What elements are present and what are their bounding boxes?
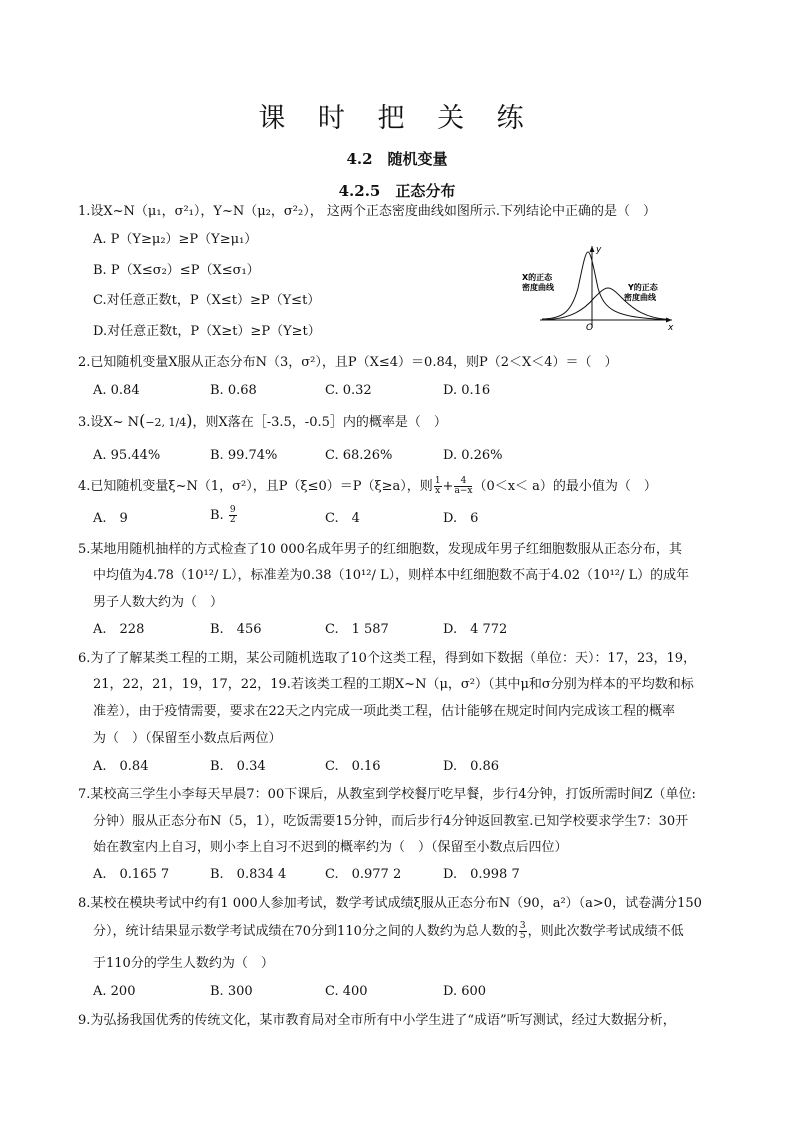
q3-stem-pre: 3.设X~ N [78, 415, 140, 430]
origin-label: O [586, 323, 594, 332]
q6-option-a: A. 0.84 [93, 759, 149, 774]
q4-b-numerator: 9 [229, 505, 236, 515]
x-curve-label-line2: 密度曲线 [522, 283, 554, 292]
q6-option-b: B. 0.34 [210, 759, 266, 774]
q4-stem-post: （0＜x＜ a）的最小值为（ ） [473, 479, 657, 494]
q5-option-a: A. 228 [93, 622, 145, 637]
q4-option-d: D. 6 [443, 511, 479, 526]
q7-line-3: 始在教室内上自习，则小李上自习不迟到的概率约为（ ）（保留至小数点后四位） [93, 840, 568, 855]
q3-stem-post: ，则X落在［-3.5，-0.5］内的概率是（ ） [192, 415, 447, 430]
q6-line-4: 为（ ）（保留至小数点后两位） [93, 731, 282, 746]
q4-option-b [210, 506, 238, 525]
subsection-heading: 4.2.5 正态分布 [338, 182, 456, 200]
q6-line-1: 6.为了了解某类工程的工期，某公司随机选取了10个这类工程，得到如下数据（单位：天）：17，23，19， [78, 651, 697, 666]
q5-option-d: D. 4 772 [443, 622, 508, 637]
q2-option-b: B. 0.68 [210, 383, 257, 398]
q8-line-2-post: ，则此次数学考试成绩不低 [527, 924, 684, 939]
q7-option-b: B. 0.834 4 [210, 867, 287, 882]
q5-line-1: 5.某地用随机抽样的方式检查了10 000名成年男子的红细胞数，发现成年男子红细胞数服从正态分布，其 [78, 542, 682, 557]
q4-option-c: C. 4 [325, 511, 360, 526]
q4-stem-pre: 4.已知随机变量ξ~N（1，σ²），且P（ξ≤0）＝P（ξ≥a），则 [78, 479, 433, 494]
q6-line-2: 21，22，21，19，17，22，19.若该类工程的工期X~N（μ，σ²）（其中μ和σ分别为样本的平均数和标 [93, 677, 694, 692]
y-curve-label-line2: 密度曲线 [624, 293, 656, 302]
y-curve-label-line1: Y的正态 [628, 283, 658, 292]
q1-stem: 1.设X~N（μ₁，σ²₁），Y~N（μ₂，σ²₂）， 这两个正态密度曲线如图所示.下列结论中正确的是（ ） [78, 204, 656, 219]
y-axis-label: y [596, 245, 602, 255]
q6-option-d: D. 0.86 [443, 759, 500, 774]
q4-b-denominator: 2 [229, 515, 236, 525]
x-axis-label: x [668, 323, 674, 332]
q7-option-c: C. 0.977 2 [325, 867, 402, 882]
q8-fraction [519, 922, 527, 941]
q2-option-a: A. 0.84 [93, 383, 140, 398]
section-heading: 4.2 随机变量 [346, 150, 448, 168]
q3-stem: 3.设X~ N(−2, 1/4)，则X落在［-3.5，-0.5］内的概率是（ ） [78, 411, 447, 430]
q7-option-a: A. 0.165 7 [93, 867, 170, 882]
q3-option-c: C. 68.26% [325, 448, 393, 463]
q1-option-b: B. P（X≤σ₂）≤P（X≤σ₁） [93, 263, 260, 278]
q5-option-b: B. 456 [210, 622, 262, 637]
q6-option-c: C. 0.16 [325, 759, 381, 774]
q8-line-3: 于110分的学生人数约为（ ） [93, 956, 274, 971]
q7-line-1: 7.某校高三学生小李每天早晨7：00下课后，从教室到学校餐厅吃早餐，步行4分钟，打饭所需时间Z（单位: [78, 787, 696, 802]
q1-normal-curves-figure [520, 240, 680, 332]
q7-line-2: 分钟）服从正态分布N（5，1），吃饭需要15分钟，而后步行4分钟返回教室.已知学校要求学生7：30开 [93, 814, 689, 829]
q5-option-c: C. 1 587 [325, 622, 389, 637]
q1-option-c: C.对任意正数t，P（X≤t）≥P（Y≤t） [93, 293, 321, 308]
page-title: 课 时 把 关 练 [258, 103, 536, 134]
q3-option-d: D. 0.26% [443, 448, 503, 463]
q8-line-1: 8.某校在模块考试中约有1 000人参加考试，数学考试成绩ξ服从正态分布N（90，a²）（a>0，试卷满分150 [78, 896, 702, 911]
q4-frac1-denominator: x [435, 486, 441, 496]
q1-option-a: A. P（Y≥μ₂）≥P（Y≥μ₁） [93, 232, 258, 247]
q8-frac-numerator: 3 [519, 921, 526, 931]
q4-fraction-2 [454, 477, 472, 496]
x-arrow-icon [666, 318, 672, 323]
q4-frac2-numerator: 4 [454, 477, 472, 487]
q8-line-2-pre: 分），统计结果显示数学考试成绩在70分到110分之间的人数约为总人数的 [93, 924, 518, 939]
q4-option-a: A. 9 [93, 511, 128, 526]
q2-stem: 2.已知随机变量X服从正态分布N（3，σ²），且P（X≤4）＝0.84，则P（2＜X＜4）＝（ ） [78, 355, 618, 370]
q5-line-3: 男子人数大约为（ ） [93, 595, 224, 610]
q8-option-c: C. 400 [325, 984, 368, 999]
q8-option-b: B. 300 [210, 984, 253, 999]
q8-option-a: A. 200 [93, 984, 136, 999]
q5-line-2: 中均值为4.78（10¹²/ L），标准差为0.38（10¹²/ L），则样本中红细胞数不高于4.02（10¹²/ L）的成年 [93, 568, 690, 583]
q4-plus: + [442, 479, 454, 494]
q7-option-d: D. 0.998 7 [443, 867, 520, 882]
x-curve-label-line1: X的正态 [522, 273, 553, 282]
q3-option-a: A. 95.44% [93, 448, 161, 463]
q4-fraction-1 [434, 477, 442, 496]
q9-line-1: 9.为弘扬我国优秀的传统文化，某市教育局对全市所有中小学生进了“成语”听写测试，经过大数据分析， [78, 1013, 676, 1028]
q4-stem [78, 477, 657, 496]
q3-option-b: B. 99.74% [210, 448, 278, 463]
q3-distribution-args: −2, 1/4 [145, 416, 187, 429]
q8-line-2 [93, 922, 684, 941]
q4-option-b-fraction [229, 506, 237, 525]
y-arrow-icon [590, 246, 595, 252]
q8-option-d: D. 600 [443, 984, 487, 999]
q2-option-d: D. 0.16 [443, 383, 491, 398]
q8-frac-denominator: 5 [519, 931, 526, 941]
q4-option-b-label: B. [210, 508, 224, 523]
q4-frac2-denominator: a−x [454, 486, 473, 496]
q6-line-3: 准差），由于疫情需要，要求在22天之内完成一项此类工程，估计能够在规定时间内完成该工程的概率 [93, 704, 676, 719]
q1-option-d: D.对任意正数t，P（X≥t）≥P（Y≥t） [93, 324, 321, 339]
q4-frac1-numerator: 1 [434, 476, 441, 486]
q2-option-c: C. 0.32 [325, 383, 372, 398]
